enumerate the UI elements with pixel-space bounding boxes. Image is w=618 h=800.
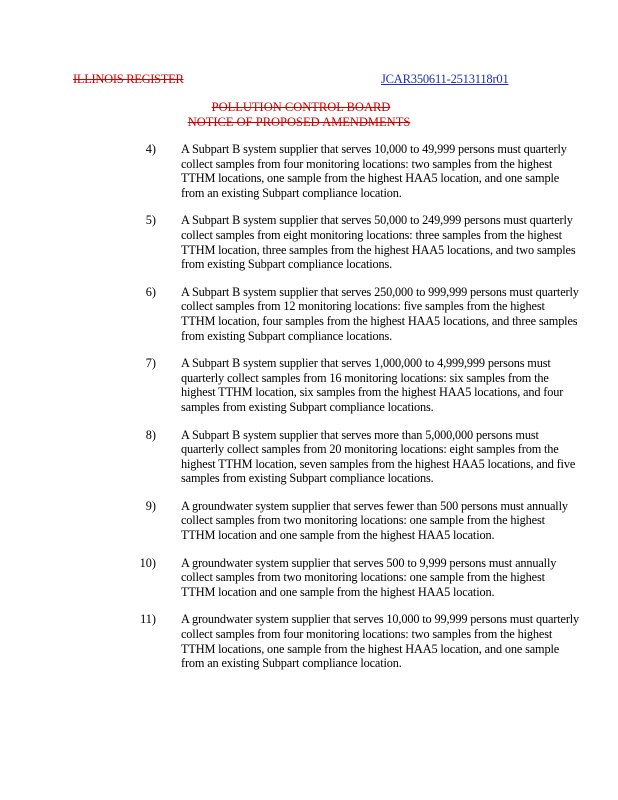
item-number: 9) xyxy=(145,498,156,513)
list-item xyxy=(0,213,618,271)
item-number: 4) xyxy=(145,142,156,156)
item-text: A groundwater system supplier that serves 500 to 9,999 persons must annually collect samples from two monitoring locations: one sample from the highest TTHM location and one sample from the highest HAA5 location. xyxy=(181,555,557,599)
list-item xyxy=(0,499,618,543)
list-item xyxy=(0,356,618,414)
item-text: A Subpart B system supplier that serves more than 5,000,000 persons must quarterly collect samples from 20 monitoring locations: eight samples from the highest TTHM location, seven samples from the highest HAA5 locations, and five samples from existing Subpart compliance locations. xyxy=(181,427,576,486)
jcar-reference-link[interactable]: JCAR350611-2513118r01 xyxy=(381,72,509,86)
item-text: A Subpart B system supplier that serves 10,000 to 49,999 persons must quarterly collect samples from four monitoring locations: two samples from the highest TTHM locations, one sample from the highest HAA5 location, and one sample from an existing Subpart compliance location. xyxy=(181,142,567,200)
item-number: 11) xyxy=(140,612,156,627)
item-number: 8) xyxy=(145,427,156,442)
item-text: A Subpart B system supplier that serves 1,000,000 to 4,999,999 persons must quarterly collect samples from 16 monitoring locations: six samples from the highest TTHM location, six samples from the highest HAA5 locations, and four samples from existing Subpart compliance locations. xyxy=(181,356,564,414)
monitoring-requirements-list xyxy=(0,142,618,684)
board-title: POLLUTION CONTROL BOARD xyxy=(211,100,391,114)
item-text: A Subpart B system supplier that serves 250,000 to 999,999 persons must quarterly collect samples from 12 monitoring locations: five samples from the highest TTHM location, four samples from the highest HAA5 locations, and three samples from existing Subpart compliance locations. xyxy=(181,284,579,343)
register-header: ILLINOIS REGISTER xyxy=(73,72,184,86)
item-text: A groundwater system supplier that serves 10,000 to 99,999 persons must quarterly collect samples from four monitoring locations: two samples from the highest TTHM locations, one sample from the highest HAA5 location, and one sample from an existing Subpart compliance location. xyxy=(181,612,580,671)
item-number: 6) xyxy=(145,284,156,299)
item-number: 7) xyxy=(145,356,156,371)
list-item xyxy=(0,428,618,486)
list-item xyxy=(0,285,618,343)
list-item xyxy=(0,142,618,200)
item-number: 5) xyxy=(145,213,156,228)
list-item xyxy=(0,612,618,670)
item-number: 10) xyxy=(139,555,156,570)
notice-title: NOTICE OF PROPOSED AMENDMENTS xyxy=(187,115,411,129)
list-item xyxy=(0,556,618,600)
item-text: A Subpart B system supplier that serves 50,000 to 249,999 persons must quarterly collect samples from eight monitoring locations: three samples from the highest TTHM location, three samples from the highest HAA5 locations, and two samples from existing Subpart compliance locations. xyxy=(181,213,576,272)
item-text: A groundwater system supplier that serves fewer than 500 persons must annually collect samples from two monitoring locations: one sample from the highest TTHM location and one sample from the highest HAA5 location. xyxy=(181,498,568,543)
